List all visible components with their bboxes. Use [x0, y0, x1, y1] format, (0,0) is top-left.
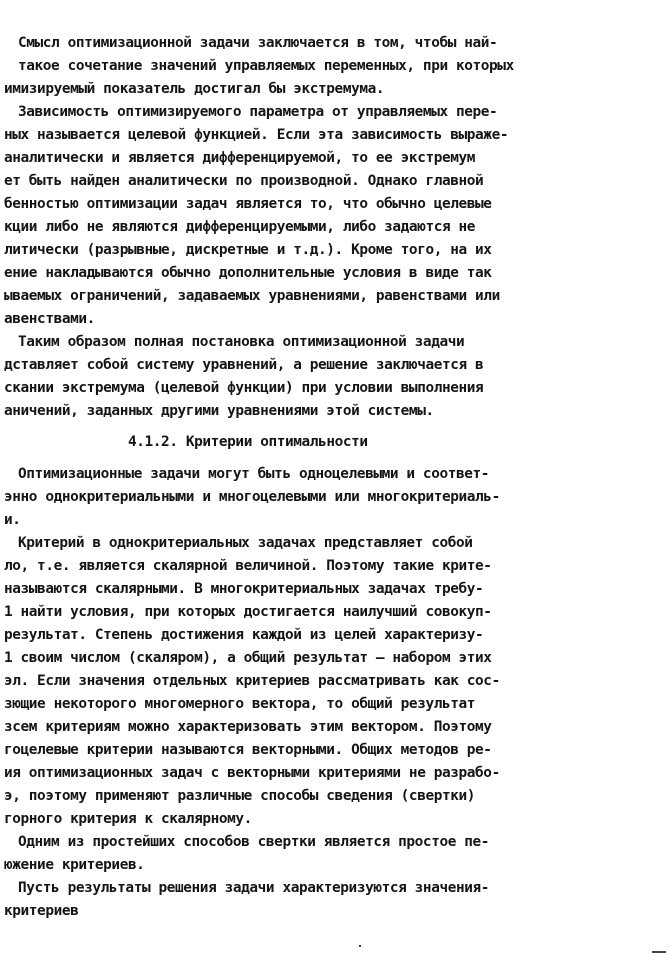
text-line: ение накладываются обычно дополнительные условия в виде так [4, 265, 492, 281]
text-line: критериев [4, 903, 79, 919]
text-line: литически (разрывные, дискретные и т.д.). Кроме того, на их [4, 242, 492, 258]
text-line: дставляет собой систему уравнений, а решение заключается в [4, 357, 484, 373]
text-line: Критерий в однокритериальных задачах представляет собой [18, 535, 473, 551]
text-line: авенствами. [4, 311, 95, 327]
text-line: гоцелевые критерии называются векторными. Общих методов ре- [4, 742, 492, 758]
text-line: южение критериев. [4, 857, 145, 873]
text-line: Оптимизационные задачи могут быть одноцелевыми и соответ- [18, 466, 490, 482]
text-line: такое сочетание значений управляемых переменных, при которых [18, 58, 514, 74]
text-line: Таким образом полная постановка оптимизационной задачи [18, 334, 465, 350]
text-line: зющие некоторого многомерного вектора, то общий результат [4, 696, 476, 712]
text-line: скании экстремума (целевой функции) при условии выполнения [4, 380, 484, 396]
text-line: э, поэтому применяют различные способы сведения (свертки) [4, 788, 476, 804]
text-line: бенностью оптимизации задач является то, что обычно целевые [4, 196, 492, 212]
text-line: 1 своим числом (скаляром), а общий результат – набором этих [4, 650, 492, 666]
text-line: зсем критериям можно характеризовать этим вектором. Поэтому [4, 719, 492, 735]
text-line: называются скалярными. В многокритериальных задачах требу- [4, 581, 484, 597]
scan-mark [652, 951, 666, 953]
text-line: имизируемый показатель достигал бы экстремума. [4, 81, 385, 97]
text-line: энно однокритериальными и многоцелевыми или многокритериаль- [4, 489, 500, 505]
text-line: Одним из простейших способов свертки является простое пе- [18, 834, 490, 850]
text-line: 1 найти условия, при которых достигается наилучший совокуп- [4, 604, 492, 620]
text-line: аничений, заданных другими уравнениями этой системы. [4, 403, 434, 419]
text-line: Смысл оптимизационной задачи заключается в том, чтобы най- [18, 35, 498, 51]
text-line: ия оптимизационных задач с векторными критериями не разрабо- [4, 765, 500, 781]
text-line: аналитически и является дифференцируемой, то ее экстремум [4, 150, 476, 166]
text-line: ет быть найден аналитически по производной. Однако главной [4, 173, 484, 189]
text-line: эл. Если значения отдельных критериев рассматривать как сос- [4, 673, 500, 689]
text-line: ло, т.е. является скалярной величиной. Поэтому такие крите- [4, 558, 492, 574]
text-line: кции либо не являются дифференцируемыми, либо задаются не [4, 219, 476, 235]
section-heading: 4.1.2. Критерии оптимальности [128, 434, 368, 450]
text-line: Пусть результаты решения задачи характеризуются значения- [18, 880, 490, 896]
text-line: горного критерия к скалярному. [4, 811, 252, 827]
text-line: и. [4, 512, 21, 528]
text-line: ываемых ограничений, задаваемых уравнениями, равенствами или [4, 288, 500, 304]
scan-speck [359, 945, 361, 947]
text-line: результат. Степень достижения каждой из целей характеризу- [4, 627, 484, 643]
text-line: ных называется целевой функцией. Если эта зависимость выраже- [4, 127, 509, 143]
text-line: Зависимость оптимизируемого параметра от управляемых пере- [18, 104, 498, 120]
